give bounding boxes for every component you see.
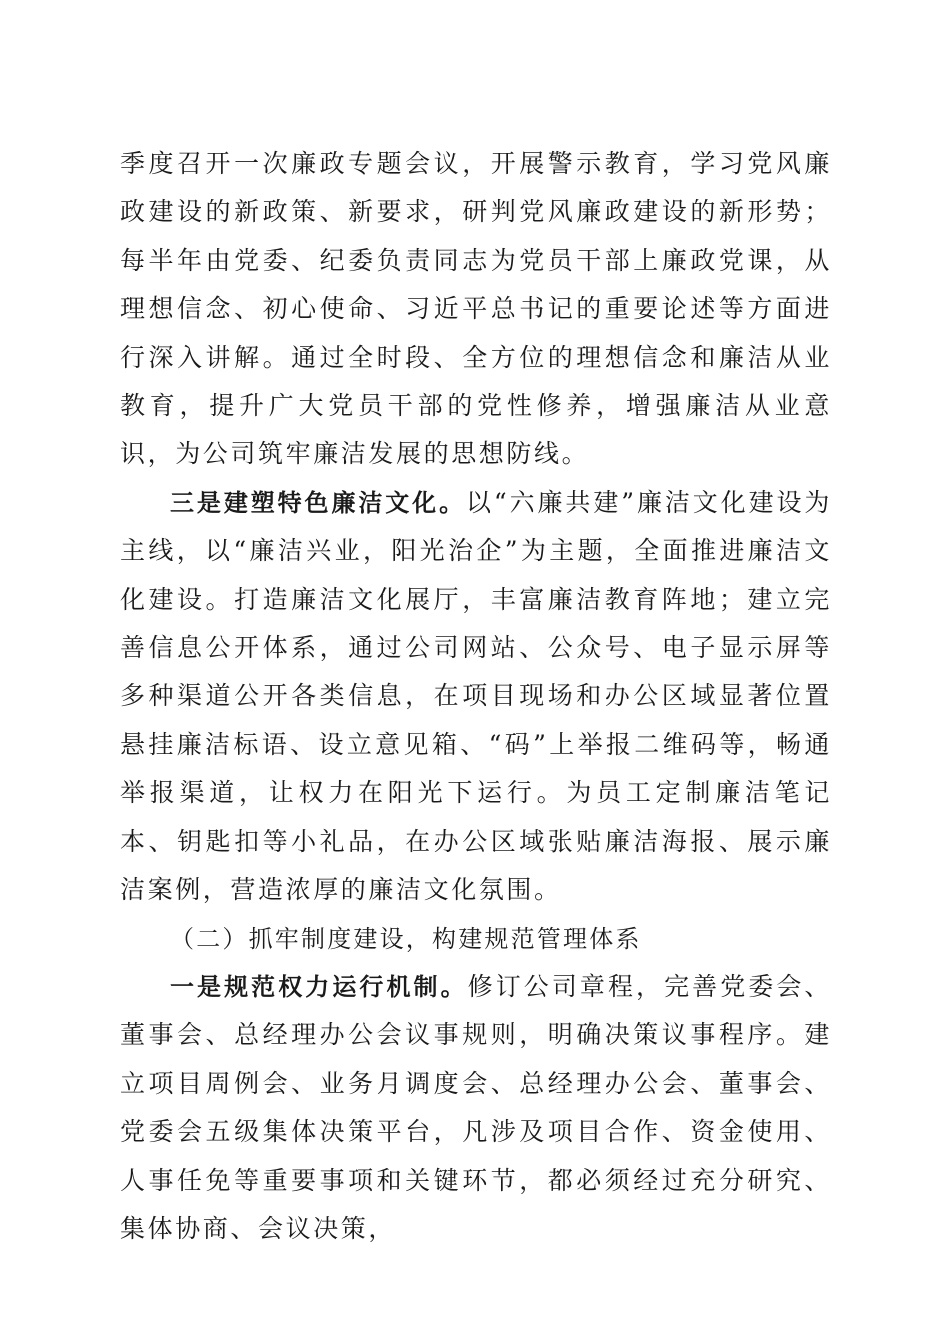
paragraph-lead: 一是规范权力运行机制。	[170, 972, 468, 1001]
paragraph-lead: 三是建塑特色廉洁文化。	[170, 488, 467, 517]
paragraph-text: 以“六廉共建”廉洁文化建设为主线，以“廉洁兴业，阳光治企”为主题，全面推进廉洁文化建设。打造廉洁文化展厅，丰富廉洁教育阵地；建立完善信息公开体系，通过公司网站、公众号、电子显示屏等多种渠道公开各类信息，在项目现场和办公区域显著位置悬挂廉洁标语、设立意见箱、“码”上举报二维码等，畅通举报渠道，让权力在阳光下运行。为员工定制廉洁笔记本、钥匙扣等小礼品，在办公区域张贴廉洁海报、展示廉洁案例，营造浓厚的廉洁文化氛围。	[120, 487, 832, 905]
paragraph-text: 修订公司章程，完善党委会、董事会、总经理办公会议事规则，明确决策议事程序。建立项目周例会、业务月调度会、总经理办公会、董事会、党委会五级集体决策平台，凡涉及项目合作、资金使用、人事任免等重要事项和关键环节，都必须经过充分研究、集体协商、会议决策，	[120, 971, 832, 1243]
paragraph-text: 季度召开一次廉政专题会议，开展警示教育，学习党风廉政建设的新政策、新要求，研判党风廉政建设的新形势；每半年由党委、纪委负责同志为党员干部上廉政党课，从理想信念、初心使命、习近平总书记的重要论述等方面进行深入讲解。通过全时段、全方位的理想信念和廉洁从业教育，提升广大党员干部的党性修养，增强廉洁从业意识，为公司筑牢廉洁发展的思想防线。	[120, 149, 832, 469]
paragraph-culture	[120, 479, 832, 915]
document-body	[120, 140, 832, 1253]
paragraph-power-mechanism	[120, 963, 832, 1253]
paragraph-continuation	[120, 140, 832, 479]
section-heading: （二）抓牢制度建设，构建规范管理体系	[170, 924, 642, 953]
